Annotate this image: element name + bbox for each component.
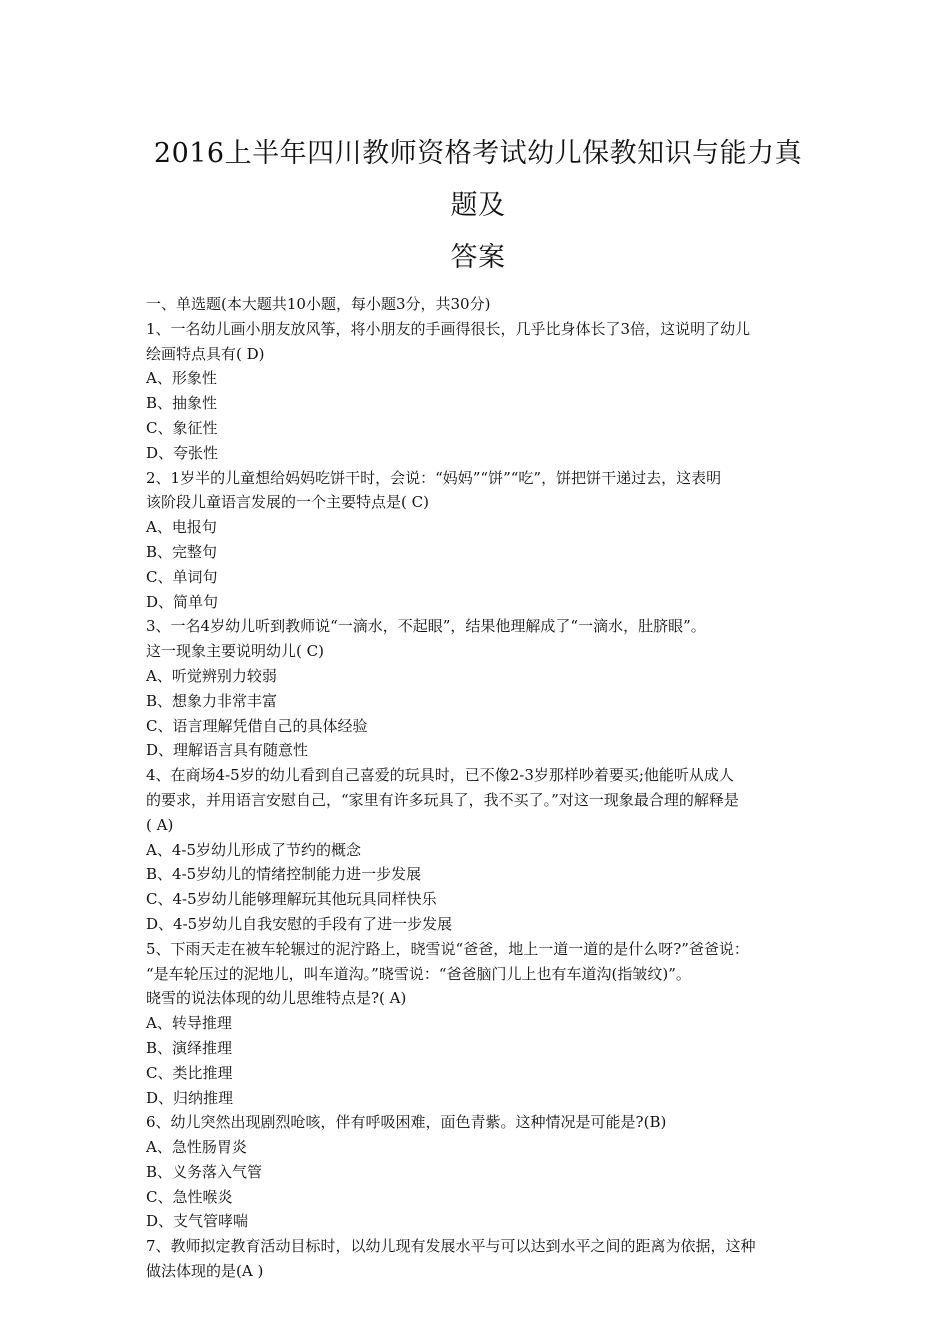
question-item [146, 763, 810, 937]
question-stem-line: 晓雪的说法体现的幼儿思维特点是?( A) [146, 989, 407, 1008]
question-stem [146, 1234, 810, 1284]
answer-option: B、抽象性 [146, 394, 218, 413]
answer-option: A、急性肠胃炎 [146, 1138, 247, 1157]
question-item [146, 614, 810, 763]
answer-option: B、演绎推理 [146, 1038, 233, 1057]
answer-option: B、义务落入气管 [146, 1162, 263, 1181]
question-stem [146, 1110, 810, 1135]
question-stem-line: 5、下雨天走在被车轮辗过的泥泞路上，晓雪说“爸爸，地上一道一道的是什么呀?”爸爸说： [146, 939, 749, 958]
question-stem-line: 1、一名幼儿画小朋友放风筝，将小朋友的手画得很长，几乎比身体长了3倍，这说明了幼儿 [146, 319, 751, 338]
question-stem [146, 614, 810, 664]
question-stem-line: 该阶段儿童语言发展的一个主要特点是( C) [146, 493, 429, 512]
answer-option: C、4-5岁幼儿能够理解玩其他玩具同样快乐 [146, 890, 437, 909]
answer-option: D、理解语言具有随意性 [146, 741, 309, 760]
answer-option: A、电报句 [146, 518, 217, 537]
question-stem-line: ( A) [146, 815, 174, 834]
question-stem-line: 这一现象主要说明幼儿( C) [146, 642, 324, 661]
question-item [146, 937, 810, 1111]
question-stem-line: “是车轮压过的泥地儿，叫车道沟。”晓雪说：“爸爸脑门儿上也有车道沟(指皱纹)”。 [146, 964, 691, 983]
question-stem-line: 做法体现的是(A ) [146, 1262, 264, 1281]
question-item [146, 317, 810, 466]
answer-option: A、转导推理 [146, 1014, 232, 1033]
question-stem [146, 317, 810, 367]
section-single-choice [146, 292, 810, 1284]
question-stem-line: 3、一名4岁幼儿听到教师说“一滴水，不起眼”，结果他理解成了“一滴水，肚脐眼”。 [146, 617, 706, 636]
question-stem-line: 2、1岁半的儿童想给妈妈吃饼干时，会说：“妈妈”“饼”“吃”，饼把饼干递过去，这表明 [146, 468, 722, 487]
question-stem-line: 6、幼儿突然出现剧烈呛咳，伴有呼吸困难，面色青紫。这种情况是可能是?(B) [146, 1113, 667, 1132]
title-line-1: 2016上半年四川教师资格考试幼儿保教知识与能力真题及 [153, 138, 803, 221]
question-stem [146, 937, 810, 1011]
answer-option: C、象征性 [146, 418, 218, 437]
question-stem-line: 绘画特点具有( D) [146, 344, 265, 363]
answer-option: D、简单句 [146, 592, 219, 611]
answer-option: C、单词句 [146, 567, 218, 586]
answer-option: D、4-5岁幼儿自我安慰的手段有了进一步发展 [146, 914, 453, 933]
answer-option: D、支气管哮喘 [146, 1212, 249, 1231]
answer-option: B、完整句 [146, 542, 218, 561]
question-stem-line: 4、在商场4-5岁的幼儿看到自己喜爱的玩具时，已不像2-3岁那样吵着要买;他能听从成人 [146, 766, 734, 785]
answer-option: D、夸张性 [146, 443, 219, 462]
answer-option: C、类比推理 [146, 1063, 233, 1082]
question-list [146, 317, 810, 1284]
title-line-2: 答案 [450, 242, 506, 273]
answer-option: C、语言理解凭借自己的具体经验 [146, 716, 368, 735]
section-heading: 一、单选题(本大题共10小题，每小题3分，共30分) [146, 295, 491, 313]
answer-option: A、听觉辨别力较弱 [146, 666, 277, 685]
document-title [146, 128, 810, 284]
answer-option: C、急性喉炎 [146, 1187, 233, 1206]
question-stem-line: 7、教师拟定教育活动目标时，以幼儿现有发展水平与可以达到水平之间的距离为依据，这种 [146, 1237, 756, 1256]
question-item [146, 1110, 810, 1234]
question-stem-line: 的要求，并用语言安慰自己，“家里有许多玩具了，我不买了。”对这一现象最合理的解释是 [146, 790, 739, 809]
question-item [146, 1234, 810, 1284]
question-stem [146, 466, 810, 516]
answer-option: A、形象性 [146, 369, 217, 388]
answer-option: D、归纳推理 [146, 1088, 234, 1107]
question-item [146, 466, 810, 615]
document-page [146, 128, 810, 1284]
answer-option: A、4-5岁幼儿形成了节约的概念 [146, 840, 361, 859]
question-stem [146, 763, 810, 837]
answer-option: B、4-5岁幼儿的情绪控制能力进一步发展 [146, 865, 422, 884]
answer-option: B、想象力非常丰富 [146, 691, 278, 710]
